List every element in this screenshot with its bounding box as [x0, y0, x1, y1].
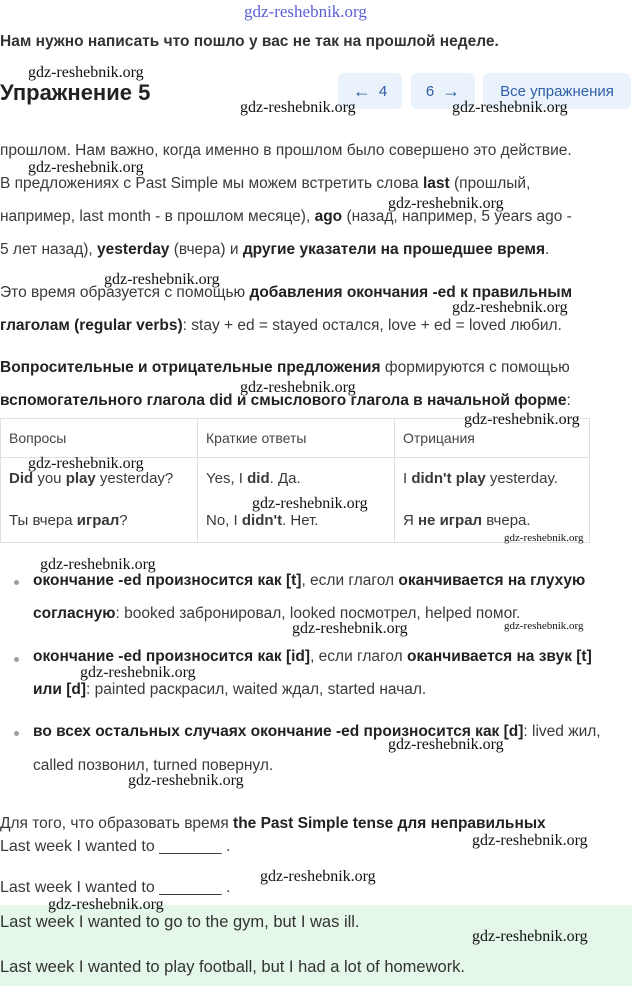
watermark: gdz-reshebnik.org [240, 379, 356, 396]
table-header: Краткие ответы [198, 419, 395, 458]
watermark: gdz-reshebnik.org [104, 271, 220, 288]
task-line: Last week I wanted to _______ . [0, 838, 231, 855]
watermark: gdz-reshebnik.org [472, 832, 588, 849]
watermark: gdz-reshebnik.org [252, 495, 368, 512]
footer-note: Для того, что образовать время the Past Simple tense для неправильных [0, 815, 546, 832]
theory-line: Вопросительные и отрицательные предложения формируются с помощью [0, 359, 570, 376]
bullet-line: во всех остальных случаях окончание -ed произносится как [d]: lived жил, [33, 723, 601, 740]
theory-line: прошлом. Нам важно, когда именно в прошлом было совершено это действие. [0, 142, 572, 159]
bullet-dot [14, 657, 19, 662]
watermark: gdz-reshebnik.org [40, 556, 156, 573]
theory-line: вспомогательного глагола did и смыслового глагола в начальной форме: [0, 392, 571, 409]
task-line: Last week I wanted to _______ . [0, 879, 231, 896]
table-header: Вопросы [1, 419, 198, 458]
arrow-right-icon: → [442, 80, 461, 101]
watermark: gdz-reshebnik.org [452, 99, 568, 116]
page-title: Упражнение 5 [0, 80, 151, 105]
bullet-line: called позвонил, turned повернул. [33, 757, 274, 774]
all-exercises-label: Все упражнения [500, 82, 614, 100]
arrow-left-icon: ← [352, 80, 371, 101]
bullet-line: или [d]: painted раскрасил, waited ждал, started начал. [33, 681, 427, 698]
bullet-line: согласную: booked забронировал, looked посмотрел, helped помог. [33, 605, 521, 622]
table-cell: I didn't play yesterday. Я не играл вчера. [395, 458, 590, 543]
bullet-dot [14, 580, 19, 585]
theory-line: Это время образуется с помощью добавления окончания -ed к правильным [0, 284, 573, 301]
table-cell: Yes, I did. Да. No, I didn't. Нет. [198, 458, 395, 543]
theory-line: например, last month - в прошлом месяце), ago (назад, например, 5 years ago - [0, 208, 572, 225]
watermark: gdz-reshebnik.org [80, 664, 196, 681]
prev-exercise-label: 4 [378, 82, 388, 100]
table-header: Отрицания [395, 419, 590, 458]
watermark: gdz-reshebnik.org [260, 868, 376, 885]
watermark: gdz-reshebnik.org [28, 159, 144, 176]
next-exercise-label: 6 [425, 82, 435, 100]
watermark: gdz-reshebnik.org [504, 532, 584, 544]
watermark: gdz-reshebnik.org [292, 620, 408, 637]
table-cell: Did you play yesterday? Ты вчера играл? [1, 458, 198, 543]
theory-line: 5 лет назад), yesterday (вчера) и другие указатели на прошедшее время. [0, 241, 550, 258]
bullet-line: окончание -ed произносится как [id], если глагол оканчивается на звук [t] [33, 648, 592, 665]
intro-text: Нам нужно написать что пошло у вас не так на прошлой неделе. [0, 33, 499, 50]
bullet-dot [14, 731, 19, 736]
watermark: gdz-reshebnik.org [28, 455, 144, 472]
watermark: gdz-reshebnik.org [128, 772, 244, 789]
watermark: gdz-reshebnik.org [464, 411, 580, 428]
theory-line: В предложениях с Past Simple мы можем встретить слова last (прошлый, [0, 175, 531, 192]
watermark: gdz-reshebnik.org [452, 299, 568, 316]
grammar-table [0, 418, 590, 543]
theory-line: глаголам (regular verbs): stay + ed = stayed остался, love + ed = loved любил. [0, 317, 562, 334]
bullet-line: окончание -ed произносится как [t], если глагол оканчивается на глухую [33, 572, 586, 589]
watermark: gdz-reshebnik.org [388, 736, 504, 753]
answer-line: Last week I wanted to go to the gym, but I was ill. [0, 913, 360, 931]
watermark: gdz-reshebnik.org [28, 64, 144, 81]
watermark: gdz-reshebnik.org [48, 896, 164, 913]
watermark: gdz-reshebnik.org [244, 2, 367, 21]
watermark: gdz-reshebnik.org [472, 928, 588, 945]
watermark: gdz-reshebnik.org [504, 620, 584, 632]
answer-line: Last week I wanted to play football, but I had a lot of homework. [0, 958, 466, 976]
watermark: gdz-reshebnik.org [388, 195, 504, 212]
watermark: gdz-reshebnik.org [240, 99, 356, 116]
